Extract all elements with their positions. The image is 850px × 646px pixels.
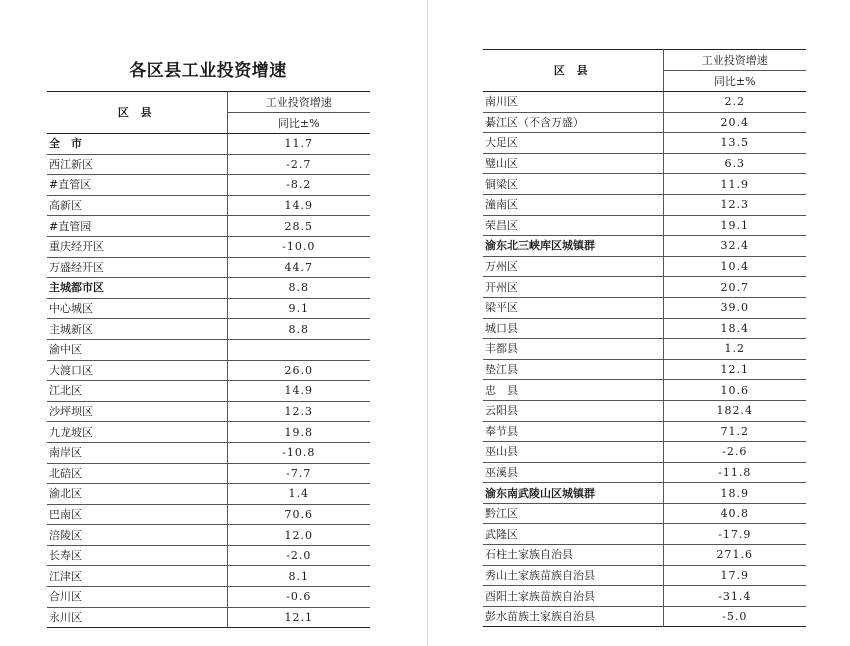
region-name: 江北区 bbox=[47, 381, 227, 402]
table-row bbox=[483, 339, 806, 360]
table-row bbox=[483, 421, 806, 442]
growth-value: 11.9 bbox=[720, 177, 749, 191]
region-name: 垫江县 bbox=[483, 359, 663, 380]
right-table-body bbox=[483, 92, 806, 627]
table-row bbox=[483, 400, 806, 421]
table-row bbox=[483, 194, 806, 215]
growth-value: -17.9 bbox=[718, 527, 752, 541]
table-row bbox=[47, 484, 370, 505]
table-row bbox=[483, 277, 806, 298]
table-row bbox=[483, 359, 806, 380]
region-name: 全 市 bbox=[47, 134, 227, 155]
growth-value: -2.0 bbox=[286, 549, 312, 563]
region-name: 彭水苗族土家族自治县 bbox=[483, 606, 663, 627]
region-name: 中心城区 bbox=[47, 298, 227, 319]
table-row bbox=[483, 586, 806, 607]
table-row bbox=[483, 606, 806, 627]
table-row bbox=[483, 545, 806, 566]
table-row bbox=[47, 319, 370, 340]
table-row bbox=[483, 565, 806, 586]
table-row bbox=[47, 381, 370, 402]
growth-value: 12.3 bbox=[720, 198, 749, 212]
growth-value: -2.6 bbox=[722, 445, 748, 459]
region-name: 武隆区 bbox=[483, 524, 663, 545]
right-table bbox=[483, 49, 806, 627]
table-row bbox=[483, 133, 806, 154]
region-name: 黔江区 bbox=[483, 503, 663, 524]
growth-value: 32.4 bbox=[720, 239, 749, 253]
region-name: 綦江区（不含万盛） bbox=[483, 112, 663, 133]
region-name: #直管园 bbox=[47, 216, 227, 237]
region-name: 巫溪县 bbox=[483, 462, 663, 483]
growth-value: -2.7 bbox=[286, 157, 312, 171]
table-row bbox=[47, 195, 370, 216]
table-row bbox=[47, 298, 370, 319]
region-name: 沙坪坝区 bbox=[47, 401, 227, 422]
growth-value: -5.0 bbox=[722, 610, 748, 624]
metric-header: 工业投资增速 bbox=[227, 92, 370, 113]
region-name: 万盛经开区 bbox=[47, 257, 227, 278]
region-name: 渝北区 bbox=[47, 484, 227, 505]
region-name: 九龙坡区 bbox=[47, 422, 227, 443]
region-name: 万州区 bbox=[483, 256, 663, 277]
region-name: 南岸区 bbox=[47, 442, 227, 463]
growth-value: -10.0 bbox=[282, 240, 316, 254]
table-row bbox=[47, 504, 370, 525]
growth-value: 1.2 bbox=[724, 342, 745, 356]
region-header: 区 县 bbox=[47, 92, 227, 134]
table-row bbox=[483, 153, 806, 174]
region-name: 云阳县 bbox=[483, 400, 663, 421]
table-row bbox=[47, 175, 370, 196]
table-row bbox=[47, 401, 370, 422]
growth-value: 12.1 bbox=[720, 363, 749, 377]
left-table bbox=[47, 91, 370, 628]
region-name: 合川区 bbox=[47, 587, 227, 608]
growth-value: 44.7 bbox=[284, 260, 313, 274]
table-row bbox=[483, 297, 806, 318]
region-name: 铜梁区 bbox=[483, 174, 663, 195]
region-name: 荣昌区 bbox=[483, 215, 663, 236]
table-row bbox=[47, 154, 370, 175]
yoy-header: 同比±% bbox=[227, 113, 370, 134]
growth-value: -8.2 bbox=[286, 178, 312, 192]
table-row bbox=[483, 112, 806, 133]
table-row bbox=[483, 215, 806, 236]
region-name: 西江新区 bbox=[47, 154, 227, 175]
table-row bbox=[483, 92, 806, 113]
table-row bbox=[483, 256, 806, 277]
growth-value: 17.9 bbox=[720, 568, 749, 582]
region-name: 梁平区 bbox=[483, 297, 663, 318]
growth-value: -10.8 bbox=[282, 446, 316, 460]
table-row bbox=[483, 236, 806, 257]
region-name: 高新区 bbox=[47, 195, 227, 216]
growth-value bbox=[227, 339, 370, 360]
table-row bbox=[47, 463, 370, 484]
growth-value: 10.6 bbox=[720, 383, 749, 397]
region-name: 酉阳土家族苗族自治县 bbox=[483, 586, 663, 607]
region-name: 江津区 bbox=[47, 566, 227, 587]
table-row bbox=[47, 442, 370, 463]
growth-value: -31.4 bbox=[718, 589, 752, 603]
region-name: 开州区 bbox=[483, 277, 663, 298]
region-name: 奉节县 bbox=[483, 421, 663, 442]
table-row bbox=[47, 587, 370, 608]
table-row bbox=[483, 380, 806, 401]
growth-value: 14.9 bbox=[284, 384, 313, 398]
growth-value: 8.8 bbox=[288, 322, 309, 336]
table-row bbox=[483, 524, 806, 545]
region-name: 大足区 bbox=[483, 133, 663, 154]
growth-value: 28.5 bbox=[284, 219, 313, 233]
growth-value: 70.6 bbox=[284, 507, 313, 521]
table-row bbox=[47, 422, 370, 443]
region-name: 秀山土家族苗族自治县 bbox=[483, 565, 663, 586]
region-name: 渝中区 bbox=[47, 339, 227, 360]
table-row bbox=[483, 462, 806, 483]
table-row bbox=[47, 236, 370, 257]
growth-value: 2.2 bbox=[724, 95, 745, 109]
right-page bbox=[428, 0, 850, 646]
growth-value: 11.7 bbox=[284, 137, 313, 151]
table-row bbox=[483, 483, 806, 504]
region-name: 主城新区 bbox=[47, 319, 227, 340]
region-header: 区 县 bbox=[483, 50, 663, 92]
growth-value: 12.1 bbox=[284, 610, 313, 624]
region-name: 巫山县 bbox=[483, 442, 663, 463]
table-row bbox=[47, 525, 370, 546]
growth-value: 18.4 bbox=[720, 321, 749, 335]
growth-value: 12.0 bbox=[284, 528, 313, 542]
left-table-body bbox=[47, 134, 370, 628]
table-row bbox=[483, 318, 806, 339]
growth-value: 19.1 bbox=[720, 218, 749, 232]
region-name: 潼南区 bbox=[483, 194, 663, 215]
region-name: 城口县 bbox=[483, 318, 663, 339]
table-row bbox=[47, 545, 370, 566]
growth-value: 26.0 bbox=[284, 363, 313, 377]
metric-header: 工业投资增速 bbox=[663, 50, 806, 71]
region-name: 主城都市区 bbox=[47, 278, 227, 299]
table-row bbox=[483, 442, 806, 463]
growth-value: 6.3 bbox=[724, 157, 745, 171]
growth-value: 9.1 bbox=[288, 302, 309, 316]
growth-value: 40.8 bbox=[720, 507, 749, 521]
region-name: 长寿区 bbox=[47, 545, 227, 566]
table-row bbox=[47, 216, 370, 237]
table-row bbox=[47, 360, 370, 381]
table-row bbox=[47, 566, 370, 587]
region-name: 重庆经开区 bbox=[47, 236, 227, 257]
region-name: 永川区 bbox=[47, 607, 227, 628]
growth-value: 12.3 bbox=[284, 405, 313, 419]
growth-value: 271.6 bbox=[716, 548, 753, 562]
table-row bbox=[47, 607, 370, 628]
growth-value: 10.4 bbox=[720, 260, 749, 274]
table-row bbox=[47, 257, 370, 278]
growth-value: 13.5 bbox=[720, 136, 749, 150]
growth-value: 20.4 bbox=[720, 115, 749, 129]
region-name: 涪陵区 bbox=[47, 525, 227, 546]
region-name: 石柱土家族自治县 bbox=[483, 545, 663, 566]
region-name: 大渡口区 bbox=[47, 360, 227, 381]
growth-value: 20.7 bbox=[720, 280, 749, 294]
region-name: 丰都县 bbox=[483, 339, 663, 360]
growth-value: 71.2 bbox=[720, 424, 749, 438]
region-name: 忠 县 bbox=[483, 380, 663, 401]
table-row bbox=[483, 503, 806, 524]
region-name: 北碚区 bbox=[47, 463, 227, 484]
growth-value: 14.9 bbox=[284, 199, 313, 213]
growth-value: 19.8 bbox=[284, 425, 313, 439]
region-name: 南川区 bbox=[483, 92, 663, 113]
growth-value: -11.8 bbox=[718, 465, 752, 479]
table-row bbox=[47, 339, 370, 360]
growth-value: 8.1 bbox=[288, 569, 309, 583]
growth-value: 182.4 bbox=[716, 404, 753, 418]
growth-value: 1.4 bbox=[288, 487, 309, 501]
table-row bbox=[47, 134, 370, 155]
region-name: #直管区 bbox=[47, 175, 227, 196]
yoy-header: 同比±% bbox=[663, 71, 806, 92]
region-name: 渝东北三峡库区城镇群 bbox=[483, 236, 663, 257]
region-name: 渝东南武陵山区城镇群 bbox=[483, 483, 663, 504]
growth-value: -7.7 bbox=[286, 466, 312, 480]
growth-value: 8.8 bbox=[288, 281, 309, 295]
growth-value: 18.9 bbox=[720, 486, 749, 500]
table-row bbox=[47, 278, 370, 299]
page-title: 各区县工业投资增速 bbox=[129, 61, 287, 81]
table-row bbox=[483, 174, 806, 195]
growth-value: -0.6 bbox=[286, 590, 312, 604]
region-name: 璧山区 bbox=[483, 153, 663, 174]
region-name: 巴南区 bbox=[47, 504, 227, 525]
growth-value: 39.0 bbox=[720, 301, 749, 315]
